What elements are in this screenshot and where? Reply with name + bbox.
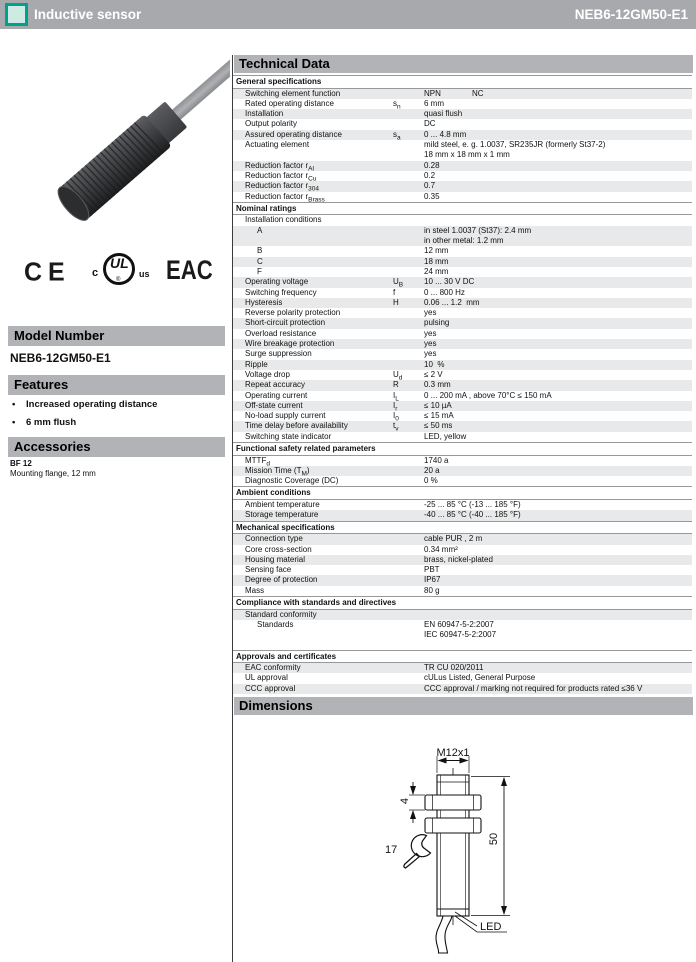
spec-row <box>233 466 692 476</box>
sensor-body-photo <box>53 42 230 225</box>
spec-label: F <box>257 266 262 276</box>
spec-symbol <box>393 510 424 520</box>
spec-value <box>424 380 692 390</box>
spec-value-line: cable PUR , 2 m <box>424 534 483 544</box>
cable-outline <box>436 916 452 953</box>
spec-value-line: -40 ... 85 °C (-40 ... 185 °F) <box>424 510 521 520</box>
spec-symbol <box>393 192 424 202</box>
spec-row <box>233 329 692 339</box>
spec-label: Operating current <box>245 390 308 400</box>
spec-row <box>233 318 692 328</box>
ul-letters: UL <box>110 255 129 271</box>
spec-value <box>424 89 692 99</box>
spec-value-line: 0 ... 800 Hz <box>424 287 465 297</box>
spec-value <box>424 109 692 119</box>
spec-symbol <box>393 119 424 129</box>
spec-label: Reduction factor $r_{304}$ <box>245 181 319 193</box>
spec-label: Housing material <box>245 554 306 564</box>
spec-value-line: 18 mm <box>424 256 449 266</box>
hex-nut-2 <box>425 818 481 833</box>
spec-value-line: yes <box>424 349 437 359</box>
spec-row <box>233 663 692 673</box>
spec-row <box>233 298 692 308</box>
spec-row <box>233 534 692 544</box>
spec-row <box>233 171 692 181</box>
hex-nut-1 <box>425 795 481 810</box>
spec-symbol <box>393 308 424 318</box>
spec-value <box>424 421 692 431</box>
spec-value <box>424 411 692 421</box>
spec-value-line: in other metal: 1.2 mm <box>424 236 504 246</box>
spec-value-line: 0.2 <box>424 170 436 180</box>
spec-value <box>424 575 692 585</box>
spec-value-line: 1740 a <box>424 455 449 465</box>
dimensions-heading: Dimensions <box>234 697 693 715</box>
spec-symbol <box>393 181 424 191</box>
spec-row <box>233 192 692 202</box>
spec-symbol <box>393 329 424 339</box>
spec-value-line: in steel 1.0037 (St37): 2.4 mm <box>424 225 532 235</box>
spec-row <box>233 586 692 596</box>
spec-label: Output polarity <box>245 119 298 129</box>
spec-row <box>233 432 692 442</box>
spec-label: Reduction factor $r_{Cu}$ <box>245 170 317 183</box>
spec-value <box>424 119 692 129</box>
spec-label: Repeat accuracy <box>245 380 306 390</box>
spec-label: Rated operating distance <box>245 98 334 108</box>
spec-value-line: 10 % <box>424 359 445 369</box>
spec-label: Installation <box>245 109 284 119</box>
page-header <box>0 0 696 29</box>
spec-symbol: H <box>393 297 399 307</box>
spec-row <box>233 140 692 161</box>
spec-label: Overload resistance <box>245 328 317 338</box>
spec-value <box>424 663 692 673</box>
spec-symbol <box>393 171 424 181</box>
wrench-size-label: 17 <box>385 844 398 856</box>
header-model-number: NEB6-12GM50-E1 <box>574 7 688 22</box>
spec-value-line: 0.3 mm <box>424 380 451 390</box>
spec-value-line: quasi flush <box>424 109 463 119</box>
spec-value-line: CCC approval / marking not required for products rated ≤36 V <box>424 683 643 693</box>
spec-symbol <box>393 226 424 247</box>
spec-section-title: Mechanical specifications <box>233 521 692 535</box>
spec-value-line: DC <box>424 119 436 129</box>
spec-row <box>233 109 692 119</box>
spec-value-line: 0 % <box>424 476 438 486</box>
accessories-list <box>10 459 222 478</box>
spec-row <box>233 673 692 683</box>
spec-value-line: brass, nickel-plated <box>424 554 493 564</box>
spec-symbol <box>393 534 424 544</box>
spec-symbol <box>393 476 424 486</box>
spec-label: Off-state current <box>245 400 303 410</box>
spec-value <box>424 277 692 287</box>
spec-value <box>424 329 692 339</box>
spec-label: Assured operating distance <box>245 129 342 139</box>
spec-label: A <box>257 225 263 235</box>
spec-value <box>424 456 692 466</box>
spec-symbol: $I_0$ <box>393 411 399 423</box>
spec-value <box>424 620 692 641</box>
spec-value-line: 0 ... 4.8 mm <box>424 129 467 139</box>
spec-symbol: f <box>393 287 396 297</box>
spec-symbol <box>393 140 424 161</box>
accessories-heading: Accessories <box>8 437 225 457</box>
spec-value <box>424 476 692 486</box>
spec-value-line: yes <box>424 308 437 318</box>
nut-height-label: 4 <box>399 797 411 805</box>
spec-symbol <box>393 545 424 555</box>
led-label: LED <box>480 921 502 933</box>
spec-symbol <box>393 349 424 359</box>
spec-row <box>233 267 692 277</box>
spec-label: Time delay before availability <box>245 421 348 431</box>
spec-value <box>424 586 692 596</box>
spec-symbol <box>393 456 424 466</box>
certification-marks <box>8 244 230 296</box>
spec-symbol <box>393 339 424 349</box>
spec-section-title: Approvals and certificates <box>233 650 692 664</box>
spec-value <box>424 466 692 476</box>
spec-symbol <box>393 663 424 673</box>
spec-row <box>233 339 692 349</box>
spec-label: Reduction factor $r_{Al}$ <box>245 160 314 173</box>
spec-symbol: $s_n$ <box>393 98 401 111</box>
bullet-icon: • <box>12 417 16 428</box>
spec-row <box>233 257 692 267</box>
spec-row <box>233 476 692 486</box>
spec-section-title: Ambient conditions <box>233 486 692 500</box>
spec-row <box>233 99 692 109</box>
spec-symbol <box>393 684 424 694</box>
spec-row <box>233 161 692 171</box>
length-label: 50 <box>488 832 500 846</box>
spec-label: Hysteresis <box>245 297 283 307</box>
dimension-drawing <box>380 720 610 960</box>
spec-label: Ripple <box>245 359 268 369</box>
spec-value <box>424 215 692 225</box>
spec-section-title: Functional safety related parameters <box>233 442 692 456</box>
spec-value-line: ≤ 15 mA <box>424 411 454 421</box>
spec-label: C <box>257 256 263 266</box>
spec-value-line: cULus Listed, General Purpose <box>424 673 536 683</box>
spec-value-line: ≤ 2 V <box>424 369 443 379</box>
wrench-icon <box>404 835 431 868</box>
spec-label: Short-circuit protection <box>245 318 326 328</box>
spec-symbol: $U_d$ <box>393 369 403 382</box>
spec-row <box>233 215 692 225</box>
spec-value-line: NPN NC <box>424 88 484 98</box>
product-category-title: Inductive sensor <box>34 7 142 22</box>
spec-value-line: ≤ 50 ms <box>424 421 453 431</box>
spec-symbol <box>393 246 424 256</box>
spec-symbol: $U_B$ <box>393 277 404 289</box>
spec-row <box>233 288 692 298</box>
spec-value <box>424 226 692 247</box>
brand-logo-icon <box>5 3 28 26</box>
spec-value <box>424 267 692 277</box>
spec-row <box>233 360 692 370</box>
spec-row <box>233 610 692 620</box>
spec-value-line: 0.34 mm² <box>424 544 458 554</box>
spec-label: Diagnostic Coverage (DC) <box>245 476 339 486</box>
spec-row <box>233 349 692 359</box>
spec-label: Reduction factor $r_{Brass}$ <box>245 191 325 204</box>
spec-symbol <box>393 565 424 575</box>
spec-symbol <box>393 360 424 370</box>
spec-label: Voltage drop <box>245 369 290 379</box>
spec-label: Ambient temperature <box>245 500 320 510</box>
spec-value <box>424 370 692 380</box>
ul-us-label: us <box>139 269 150 279</box>
spec-value-line: 24 mm <box>424 266 449 276</box>
spec-value <box>424 391 692 401</box>
spec-value <box>424 171 692 181</box>
spec-value <box>424 308 692 318</box>
spec-symbol: $I_r$ <box>393 400 398 413</box>
spec-row <box>233 391 692 401</box>
spec-symbol <box>393 257 424 267</box>
spec-symbol <box>393 586 424 596</box>
spec-symbol: $I_L$ <box>393 390 399 403</box>
spec-value <box>424 510 692 520</box>
spec-label: Standard conformity <box>245 609 317 619</box>
spec-value-line: 12 mm <box>424 246 449 256</box>
features-list <box>12 399 222 435</box>
spec-row <box>233 575 692 585</box>
spec-row <box>233 500 692 510</box>
spec-value <box>424 500 692 510</box>
spec-symbol: R <box>393 380 399 390</box>
spec-value-line: EN 60947-5-2:2007 <box>424 619 494 629</box>
spec-label: Switching element function <box>245 88 341 98</box>
sensor-cable-photo <box>171 42 230 121</box>
spec-row <box>233 401 692 411</box>
sensor-photo <box>8 42 230 238</box>
spec-value <box>424 349 692 359</box>
spec-value <box>424 610 692 620</box>
spec-symbol <box>393 318 424 328</box>
spec-label: Standards <box>257 619 294 629</box>
spec-value <box>424 140 692 161</box>
spec-value-line: ≤ 10 µA <box>424 400 452 410</box>
spec-symbol <box>393 500 424 510</box>
spec-value-line: 80 g <box>424 585 440 595</box>
spec-value <box>424 161 692 171</box>
spec-label: Actuating element <box>245 140 310 150</box>
spec-section-title: Nominal ratings <box>233 202 692 216</box>
spec-value <box>424 545 692 555</box>
spec-symbol <box>393 109 424 119</box>
spec-row <box>233 555 692 565</box>
spec-label: Reverse polarity protection <box>245 308 341 318</box>
spec-row <box>233 684 692 694</box>
spec-label: Connection type <box>245 534 303 544</box>
spec-row <box>233 411 692 421</box>
spec-row <box>233 565 692 575</box>
spec-symbol <box>393 466 424 476</box>
spec-value <box>424 318 692 328</box>
accessory-description: Mounting flange, 12 mm <box>10 469 96 478</box>
spec-label: Mission Time $(T_M)$ <box>245 465 310 478</box>
spec-row <box>233 510 692 520</box>
spec-value <box>424 339 692 349</box>
technical-data-table <box>233 75 692 694</box>
spec-value <box>424 257 692 267</box>
spec-value <box>424 432 692 442</box>
spec-symbol: $s_a$ <box>393 129 401 142</box>
spec-value-line: 6 mm <box>424 98 444 108</box>
spec-row <box>233 277 692 287</box>
spec-label: Installation conditions <box>245 215 322 225</box>
accessory-name: BF 12 <box>10 459 32 468</box>
spec-value-line: pulsing <box>424 318 450 328</box>
spec-symbol <box>393 161 424 171</box>
spec-row <box>233 456 692 466</box>
spec-symbol <box>393 575 424 585</box>
spec-label: B <box>257 246 263 256</box>
spec-section-title: Compliance with standards and directives <box>233 596 692 610</box>
feature-item <box>12 399 222 410</box>
spec-symbol <box>393 432 424 442</box>
spec-value-line: 0 ... 200 mA , above 70°C ≤ 150 mA <box>424 390 552 400</box>
ce-mark-icon: CE <box>24 257 71 287</box>
spec-value <box>424 401 692 411</box>
spec-value-line: mild steel, e. g. 1.0037, SR235JR (formerly St37-2) <box>424 140 606 150</box>
spec-value-line: 0.06 ... 1.2 mm <box>424 297 480 307</box>
spec-label: Switching state indicator <box>245 431 332 441</box>
spec-value-line: 18 mm x 18 mm x 1 mm <box>424 150 510 160</box>
spec-gap-row <box>233 641 692 650</box>
spec-label: Operating voltage <box>245 277 309 287</box>
spec-symbol: $t_v$ <box>393 421 399 433</box>
thread-size-label: M12x1 <box>436 747 470 759</box>
spec-value <box>424 565 692 575</box>
spec-symbol <box>393 555 424 565</box>
spec-symbol <box>393 673 424 683</box>
spec-row <box>233 119 692 129</box>
spec-value <box>424 555 692 565</box>
spec-value <box>424 130 692 140</box>
feature-label: 6 mm flush <box>26 417 77 428</box>
spec-value-line: TR CU 020/2011 <box>424 663 484 673</box>
spec-label: Mass <box>245 585 265 595</box>
spec-label: Sensing face <box>245 565 292 575</box>
spec-label: Storage temperature <box>245 510 319 520</box>
spec-symbol <box>393 620 424 641</box>
spec-row <box>233 308 692 318</box>
ul-registered: ® <box>116 277 121 283</box>
spec-value-line: 10 ... 30 V DC <box>424 277 475 287</box>
spec-value <box>424 684 692 694</box>
spec-label: No-load supply current <box>245 411 326 421</box>
spec-row <box>233 246 692 256</box>
spec-value-line: IP67 <box>424 575 441 585</box>
feature-label: Increased operating distance <box>26 399 158 410</box>
spec-value-line: LED, yellow <box>424 431 467 441</box>
spec-value <box>424 298 692 308</box>
spec-value <box>424 99 692 109</box>
features-heading: Features <box>8 375 225 395</box>
spec-value <box>424 534 692 544</box>
spec-label: Degree of protection <box>245 575 318 585</box>
feature-item <box>12 417 222 428</box>
spec-row <box>233 226 692 247</box>
spec-section-title: General specifications <box>233 75 692 89</box>
spec-value-line: 0.35 <box>424 191 440 201</box>
spec-value-line: 0.7 <box>424 181 436 191</box>
spec-label: $MTTF_d$ <box>245 455 270 468</box>
spec-value <box>424 246 692 256</box>
spec-row <box>233 421 692 431</box>
model-number-value: NEB6-12GM50-E1 <box>10 351 111 365</box>
eac-mark-icon: EAC <box>166 255 213 285</box>
spec-symbol <box>393 215 424 225</box>
spec-value <box>424 360 692 370</box>
spec-symbol <box>393 267 424 277</box>
spec-value-line: PBT <box>424 565 440 575</box>
spec-symbol <box>393 610 424 620</box>
bullet-icon: • <box>12 399 16 410</box>
spec-row <box>233 89 692 99</box>
cul-us-mark-icon <box>86 250 152 294</box>
spec-value-line: -25 ... 85 °C (-13 ... 185 °F) <box>424 500 521 510</box>
spec-value <box>424 181 692 191</box>
spec-value-line: yes <box>424 339 437 349</box>
spec-label: Wire breakage protection <box>245 339 335 349</box>
spec-label: EAC conformity <box>245 663 301 673</box>
spec-row <box>233 545 692 555</box>
spec-label: CCC approval <box>245 683 296 693</box>
spec-value-line: 20 a <box>424 465 440 475</box>
spec-value-line: 0.28 <box>424 160 440 170</box>
technical-data-heading: Technical Data <box>234 55 693 73</box>
spec-value-line: IEC 60947-5-2:2007 <box>424 630 497 640</box>
spec-row <box>233 620 692 641</box>
spec-value <box>424 288 692 298</box>
spec-value-line: yes <box>424 328 437 338</box>
model-number-heading: Model Number <box>8 326 225 346</box>
spec-row <box>233 380 692 390</box>
spec-label: Surge suppression <box>245 349 312 359</box>
spec-label: Core cross-section <box>245 544 312 554</box>
ul-c-label: c <box>92 267 99 279</box>
spec-row <box>233 370 692 380</box>
spec-label: Switching frequency <box>245 287 317 297</box>
spec-value <box>424 673 692 683</box>
spec-value <box>424 192 692 202</box>
spec-symbol <box>393 89 424 99</box>
spec-label: UL approval <box>245 673 288 683</box>
spec-row <box>233 130 692 140</box>
spec-row <box>233 181 692 191</box>
